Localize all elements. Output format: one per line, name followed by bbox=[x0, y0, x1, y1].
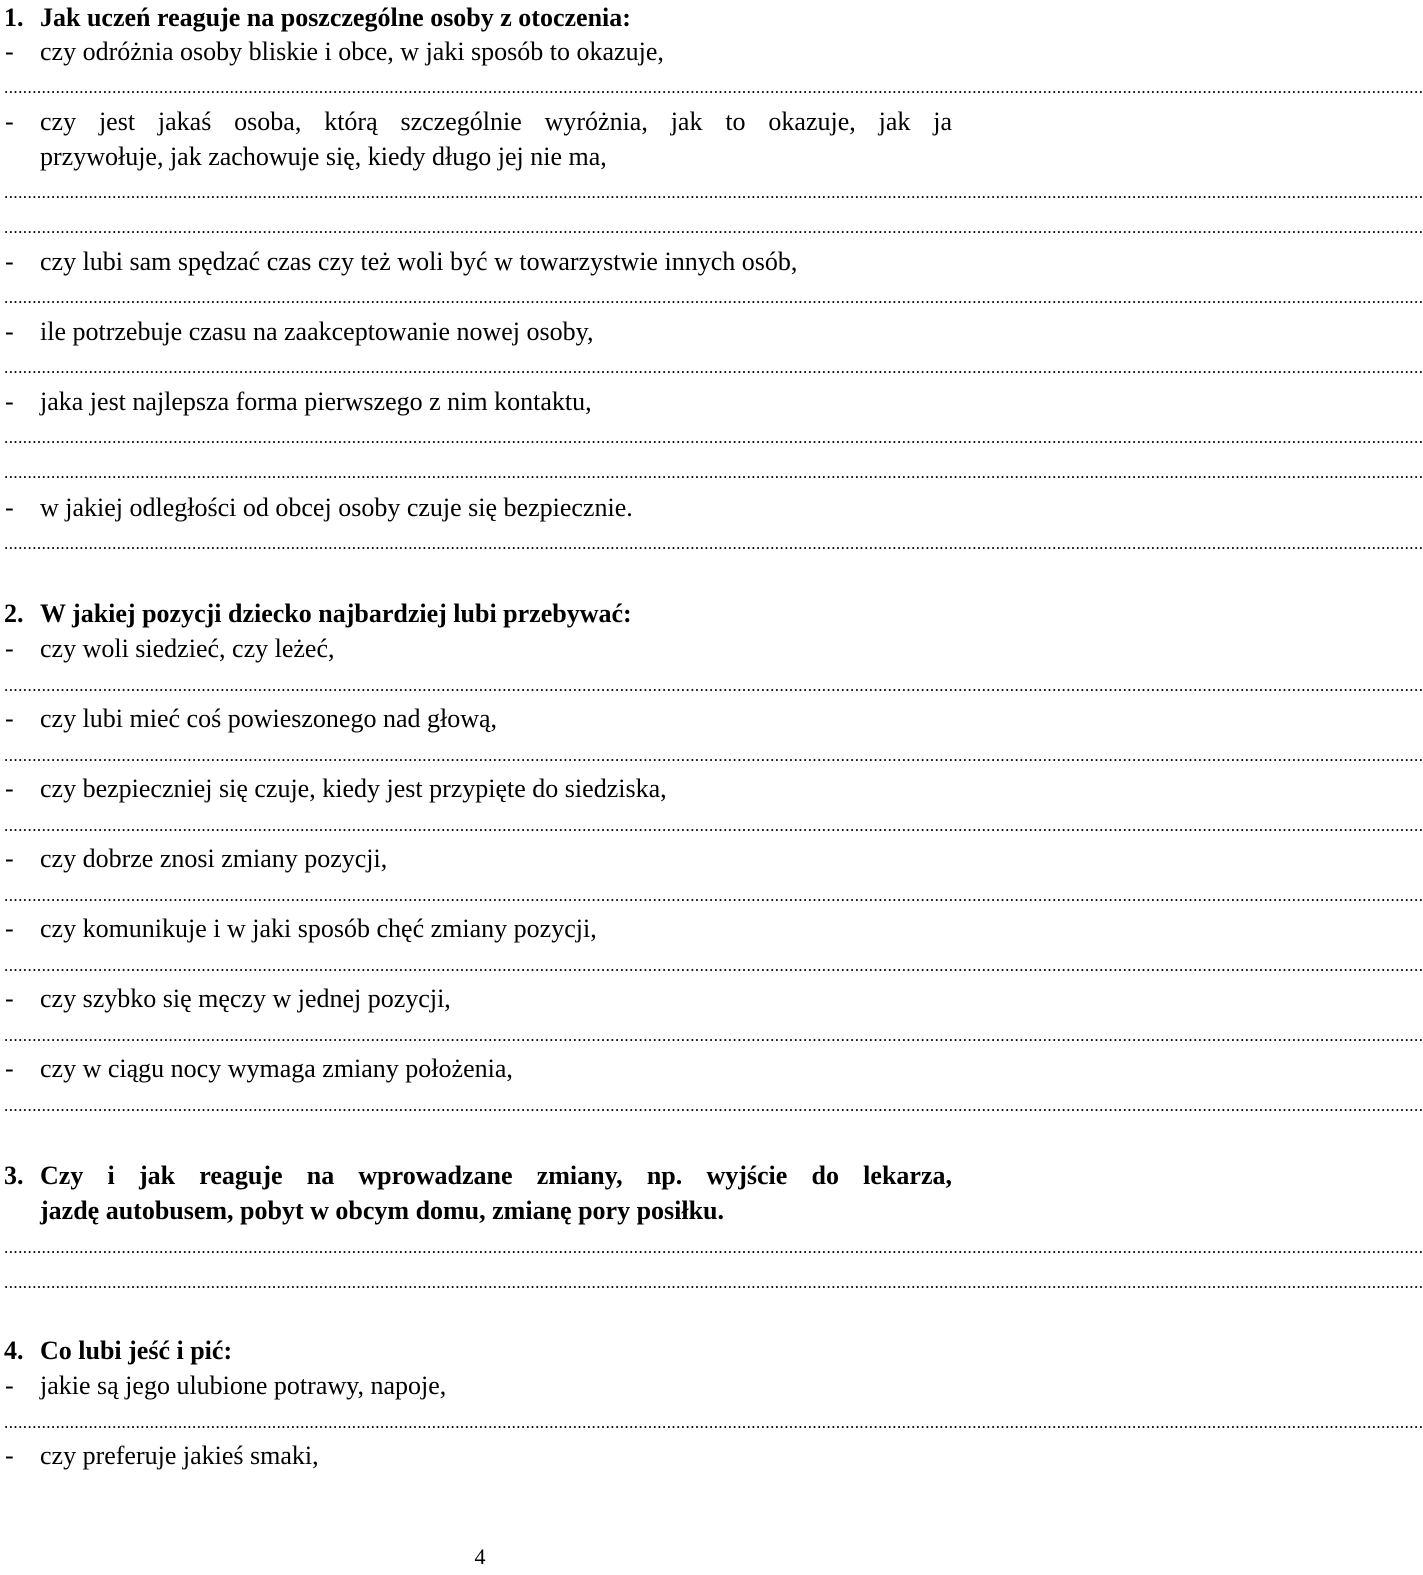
bullet-dash: - bbox=[5, 844, 14, 873]
bullet-dash: - bbox=[5, 704, 14, 733]
question-item bbox=[0, 911, 960, 946]
section-title: Czy i jak reaguje na wprowadzane zmiany, np. wyjście do lekarza, bbox=[40, 1161, 952, 1190]
section-title: Co lubi jeść i pić: bbox=[40, 1336, 233, 1365]
answer-line: .............................................................................................................................................................................................................................................................................................................. bbox=[4, 78, 1423, 97]
page-number: 4 bbox=[474, 1544, 486, 1569]
bullet-dash: - bbox=[5, 387, 14, 416]
section-1-heading bbox=[0, 0, 960, 35]
question-text: czy w ciągu nocy wymaga zmiany położenia, bbox=[40, 1054, 513, 1083]
question-text: przywołuje, jak zachowuje się, kiedy długo jej nie ma, bbox=[40, 142, 607, 171]
section-4-heading bbox=[0, 1333, 960, 1368]
question-item bbox=[0, 771, 960, 806]
answer-line: .............................................................................................................................................................................................................................................................................................................. bbox=[4, 1026, 1423, 1045]
answer-line: .............................................................................................................................................................................................................................................................................................................. bbox=[4, 1273, 1423, 1292]
question-item bbox=[0, 1368, 960, 1403]
answer-line: .............................................................................................................................................................................................................................................................................................................. bbox=[4, 1413, 1423, 1432]
question-text: czy odróżnia osoby bliskie i obce, w jaki sposób to okazuje, bbox=[40, 37, 664, 66]
question-text: jakie są jego ulubione potrawy, napoje, bbox=[40, 1371, 447, 1400]
section-title: jazdę autobusem, pobyt w obcym domu, zmianę pory posiłku. bbox=[40, 1196, 725, 1225]
bullet-dash: - bbox=[5, 37, 14, 66]
question-item bbox=[0, 631, 960, 666]
question-text: czy jest jakaś osoba, którą szczególnie wyróżnia, jak to okazuje, jak ja bbox=[40, 107, 952, 136]
question-item bbox=[0, 1438, 960, 1473]
section-3-heading bbox=[0, 1158, 960, 1193]
question-item bbox=[0, 1051, 960, 1086]
question-text: czy komunikuje i w jaki sposób chęć zmiany pozycji, bbox=[40, 914, 597, 943]
answer-line: .............................................................................................................................................................................................................................................................................................................. bbox=[4, 428, 1423, 447]
answer-line: .............................................................................................................................................................................................................................................................................................................. bbox=[4, 218, 1423, 237]
question-item bbox=[0, 34, 960, 69]
section-title: Jak uczeń reaguje na poszczególne osoby z otoczenia: bbox=[40, 3, 631, 32]
question-item bbox=[0, 981, 960, 1016]
bullet-dash: - bbox=[5, 317, 14, 346]
section-title: W jakiej pozycji dziecko najbardziej lubi przebywać: bbox=[40, 599, 632, 628]
bullet-dash: - bbox=[5, 1054, 14, 1083]
question-text: w jakiej odległości od obcej osoby czuje się bezpiecznie. bbox=[40, 493, 633, 522]
bullet-dash: - bbox=[5, 914, 14, 943]
bullet-dash: - bbox=[5, 984, 14, 1013]
section-number: 3. bbox=[4, 1161, 24, 1190]
section-number: 4. bbox=[4, 1336, 24, 1365]
question-item bbox=[0, 701, 960, 736]
question-text: czy lubi sam spędzać czas czy też woli być w towarzystwie innych osób, bbox=[40, 247, 798, 276]
answer-line: .............................................................................................................................................................................................................................................................................................................. bbox=[4, 886, 1423, 905]
answer-line: .............................................................................................................................................................................................................................................................................................................. bbox=[4, 956, 1423, 975]
section-number: 2. bbox=[4, 599, 24, 628]
answer-line: .............................................................................................................................................................................................................................................................................................................. bbox=[4, 183, 1423, 202]
answer-line: .............................................................................................................................................................................................................................................................................................................. bbox=[4, 463, 1423, 482]
bullet-dash: - bbox=[5, 774, 14, 803]
bullet-dash: - bbox=[5, 493, 14, 522]
answer-line: .............................................................................................................................................................................................................................................................................................................. bbox=[4, 746, 1423, 765]
bullet-dash: - bbox=[5, 634, 14, 663]
answer-line: .............................................................................................................................................................................................................................................................................................................. bbox=[4, 534, 1423, 553]
question-item bbox=[0, 314, 960, 349]
bullet-dash: - bbox=[5, 247, 14, 276]
answer-line: .............................................................................................................................................................................................................................................................................................................. bbox=[4, 816, 1423, 835]
answer-line: .............................................................................................................................................................................................................................................................................................................. bbox=[4, 288, 1423, 307]
question-text: czy preferuje jakieś smaki, bbox=[40, 1441, 319, 1470]
bullet-dash: - bbox=[5, 1441, 14, 1470]
bullet-dash: - bbox=[5, 107, 14, 136]
question-continuation bbox=[0, 139, 960, 174]
question-text: ile potrzebuje czasu na zaakceptowanie nowej osoby, bbox=[40, 317, 594, 346]
answer-line: .............................................................................................................................................................................................................................................................................................................. bbox=[4, 676, 1423, 695]
question-item bbox=[0, 841, 960, 876]
question-text: czy dobrze znosi zmiany pozycji, bbox=[40, 844, 388, 873]
answer-line: .............................................................................................................................................................................................................................................................................................................. bbox=[4, 358, 1423, 377]
bullet-dash: - bbox=[5, 1371, 14, 1400]
question-text: czy woli siedzieć, czy leżeć, bbox=[40, 634, 335, 663]
section-number: 1. bbox=[4, 3, 24, 32]
section-2-heading bbox=[0, 596, 960, 631]
question-item bbox=[0, 490, 960, 525]
question-text: czy szybko się męczy w jednej pozycji, bbox=[40, 984, 451, 1013]
question-text: czy lubi mieć coś powieszonego nad głową, bbox=[40, 704, 498, 733]
question-item bbox=[0, 244, 960, 279]
question-item bbox=[0, 104, 960, 139]
answer-line: .............................................................................................................................................................................................................................................................................................................. bbox=[4, 1096, 1423, 1115]
question-text: czy bezpieczniej się czuje, kiedy jest przypięte do siedziska, bbox=[40, 774, 667, 803]
question-item bbox=[0, 384, 960, 419]
section-3-heading-continuation bbox=[0, 1193, 960, 1228]
question-text: jaka jest najlepsza forma pierwszego z nim kontaktu, bbox=[40, 387, 592, 416]
answer-line: .............................................................................................................................................................................................................................................................................................................. bbox=[4, 1238, 1423, 1257]
